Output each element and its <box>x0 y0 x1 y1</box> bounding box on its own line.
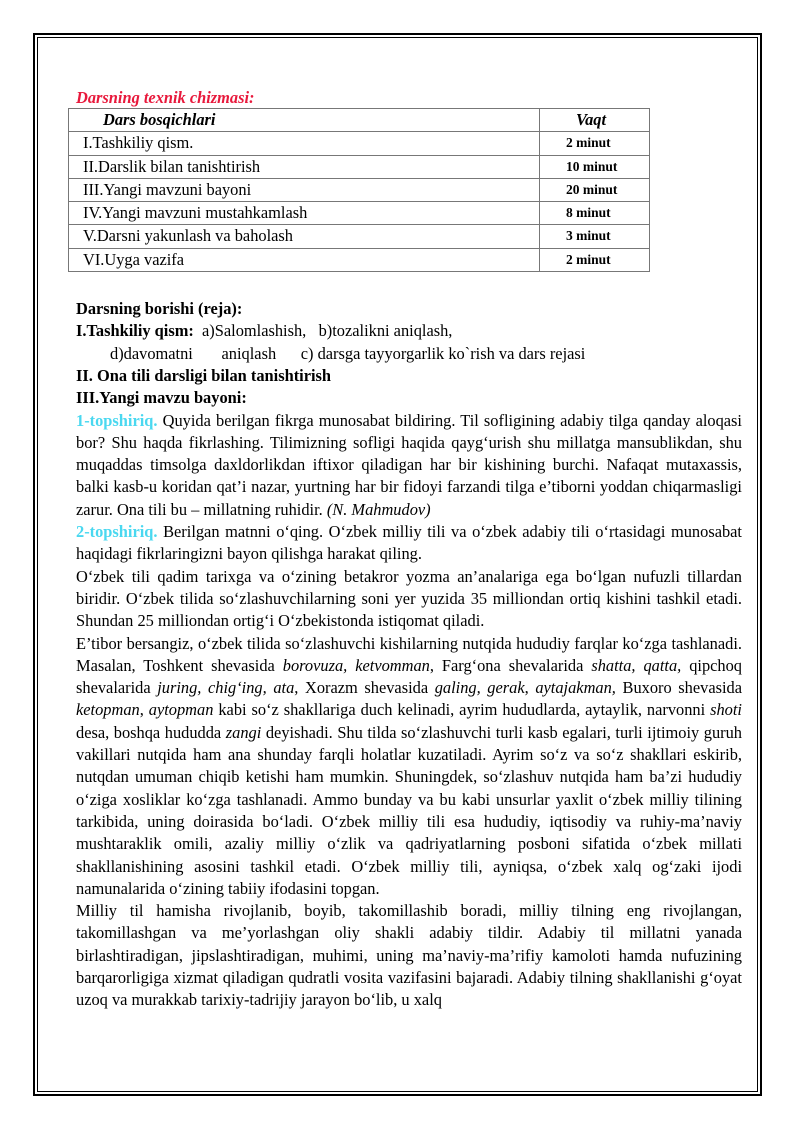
time-cell: 20 minut <box>540 178 650 201</box>
text-run: Buxoro shevasida <box>615 678 743 698</box>
stage-cell: III.Yangi mavzuni bayoni <box>69 178 540 201</box>
italic-run: shoti <box>710 700 742 720</box>
col-stage-header: Dars bosqichlari <box>69 109 540 132</box>
italic-run: aytajakman, <box>535 678 616 698</box>
task-1-label: 1-topshiriq. <box>76 410 158 430</box>
text-run: E’tibor bersangiz, o‘zbek tilida so‘zlashuvchi kishilarning nutqida hududiy farqlar ko‘zga tashlanadi. Masalan, Toshkent shevasida <box>76 633 742 675</box>
stage-cell: I.Tashkiliy qism. <box>69 132 540 155</box>
table-row <box>69 248 650 271</box>
document-content <box>76 88 742 1012</box>
italic-run: juring, chig‘ing, ata <box>157 678 295 698</box>
lesson-heading: Darsning borishi (reja): <box>76 299 243 319</box>
table-row <box>69 132 650 155</box>
table-header-row <box>69 109 650 132</box>
time-cell: 2 minut <box>540 132 650 155</box>
task-1 <box>76 410 742 521</box>
stage-cell: IV.Yangi mavzuni mustahkamlash <box>69 202 540 225</box>
task-2-label: 2-topshiriq. <box>76 522 158 542</box>
paragraph-1: O‘zbek tili qadim tarixga va o‘zining betakror yozma an’analariga ega bo‘lgan nufuzli tillardan biridir. O‘zbek tilida so‘zlashuvchilarning soni yer yuzida 35 milliondan ortiq kishini tashkil etadi. Shundan 25 milliondan ortig‘i O‘zbekistonda istiqomat qiladi. <box>76 566 742 631</box>
time-cell: 2 minut <box>540 248 650 271</box>
text-run: , Xorazm shevasida <box>294 678 435 698</box>
org-line <box>76 320 742 342</box>
time-cell: 8 minut <box>540 202 650 225</box>
section-2-heading: II. Ona tili darsligi bilan tanishtirish <box>76 365 332 385</box>
text-run: , Farg‘ona shevalarida <box>429 655 592 675</box>
italic-run: borovuza, ketvomman <box>282 655 430 675</box>
time-cell: 3 minut <box>540 225 650 248</box>
text-run: desa, boshqa hududda <box>76 722 226 742</box>
task-1-author: (N. Mahmudov) <box>326 499 431 519</box>
text-run: qipchoq shevalarida <box>76 655 743 698</box>
col-time-header: Vaqt <box>540 109 650 132</box>
italic-run: shatta, qatta, <box>591 655 682 675</box>
task-1-text: Quyida berilgan fikrga munosabat bildiring. Til sofligining adabiy tilga qanday aloqasi bor? Shu haqda fikrlashing. Tilimizning sofligi haqida qayg‘urish shu millatga mansublikdan, shu muqaddas timsolga daxldorlikdan iftixor qiladigan har bir kishining burchi. Nafaqat mutaxassis, balki kasb-u koridan qat’i nazar, yurtning har bir fidoyi farzandi tilga e’tiborni yoddan chiqarmasligi zarur. Ona tili bu – millatning ruhidir. <box>76 410 742 519</box>
lesson-plan-table <box>68 108 650 272</box>
stage-cell: II.Darslik bilan tanishtirish <box>69 155 540 178</box>
org-label: I.Tashkiliy qism: <box>76 321 194 341</box>
org-items-1: a)Salomlashish, b)tozalikni aniqlash, <box>202 321 453 341</box>
text-run: deyishadi. Shu tilda so‘zlashuvchi turli kasb egalari, turli ijtimoiy guruh vakillari nutqida ham ana shunday farqli holatlar kuzatiladi. Ayrim so‘z va so‘z shakllari eskirib, nutqdan umuman chiqib ketishi ham mumkin. Shuningdek, so‘zlashuv nutqida ham ba’zi hududiy o‘ziga xosliklar ko‘zga tashlanadi. Ammo bunday va bu kabi unsurlar yaxlit o‘zbek milliy tilining tarkibida, uning doirasida bo‘ladi. O‘zbek milliy tili esa hududiy, iqtisodiy va ruhiy-ma’naviy mushtaraklik omili, azaliy milliy o‘zlik va qadriyatlarning posboni sifatida o‘zbek millati shakllanishining asosini tashkil etadi. O‘zbek milliy tili, ayniqsa, o‘zbek xalq og‘zaki ijodi namunalarida o‘zining tabiiy ifodasini topgan. <box>76 722 742 898</box>
section-3-heading: III.Yangi mavzu bayoni: <box>76 388 247 408</box>
text-run: , <box>524 678 536 698</box>
text-run: , <box>139 700 149 720</box>
table-row <box>69 155 650 178</box>
table-row <box>69 225 650 248</box>
stage-cell: VI.Uyga vazifa <box>69 248 540 271</box>
plan-title: Darsning texnik chizmasi: <box>76 88 255 107</box>
stage-cell: V.Darsni yakunlash va baholash <box>69 225 540 248</box>
table-row <box>69 202 650 225</box>
italic-run: aytopman <box>148 700 214 720</box>
table-row <box>69 178 650 201</box>
org-items-2: d)davomatni aniqlash c) darsga tayyorgarlik ko`rish va dars rejasi <box>110 343 586 363</box>
spacer <box>76 272 742 298</box>
italic-run: galing, gerak <box>434 678 525 698</box>
task-2 <box>76 521 742 566</box>
italic-run: ketopman <box>76 700 140 720</box>
time-cell: 10 minut <box>540 155 650 178</box>
paragraph-3: Milliy til hamisha rivojlanib, boyib, takomillashib boradi, milliy tilning eng rivojlangan, takomillashgan va me’yorlashgan oliy shakli adabiy tildir. Adabiy til millatni yanada birlashtiradigan, jipslashtiradigan, muhimi, uning ma’naviy-ma’rifiy kamoloti hamda nufuzining barqarorligiga xizmat qiladigan qudratli vosita vazifasini bajaradi. Adabiy tilning shakllanishi g‘oyat uzoq va murakkab tarixiy-tadrijiy jarayon bo‘lib, u xalq <box>76 901 742 1010</box>
paragraph-2 <box>76 633 742 901</box>
text-run: kabi so‘z shakllariga duch kelinadi, ayrim hududlarda, aytaylik, narvonni <box>213 700 711 720</box>
task-2-text: Berilgan matnni o‘qing. O‘zbek milliy tili va o‘zbek adabiy tili o‘rtasidagi munosabat haqidagi fikrlaringizni bayon qilishga harakat qiling. <box>76 522 742 564</box>
italic-run: zangi <box>225 722 262 742</box>
